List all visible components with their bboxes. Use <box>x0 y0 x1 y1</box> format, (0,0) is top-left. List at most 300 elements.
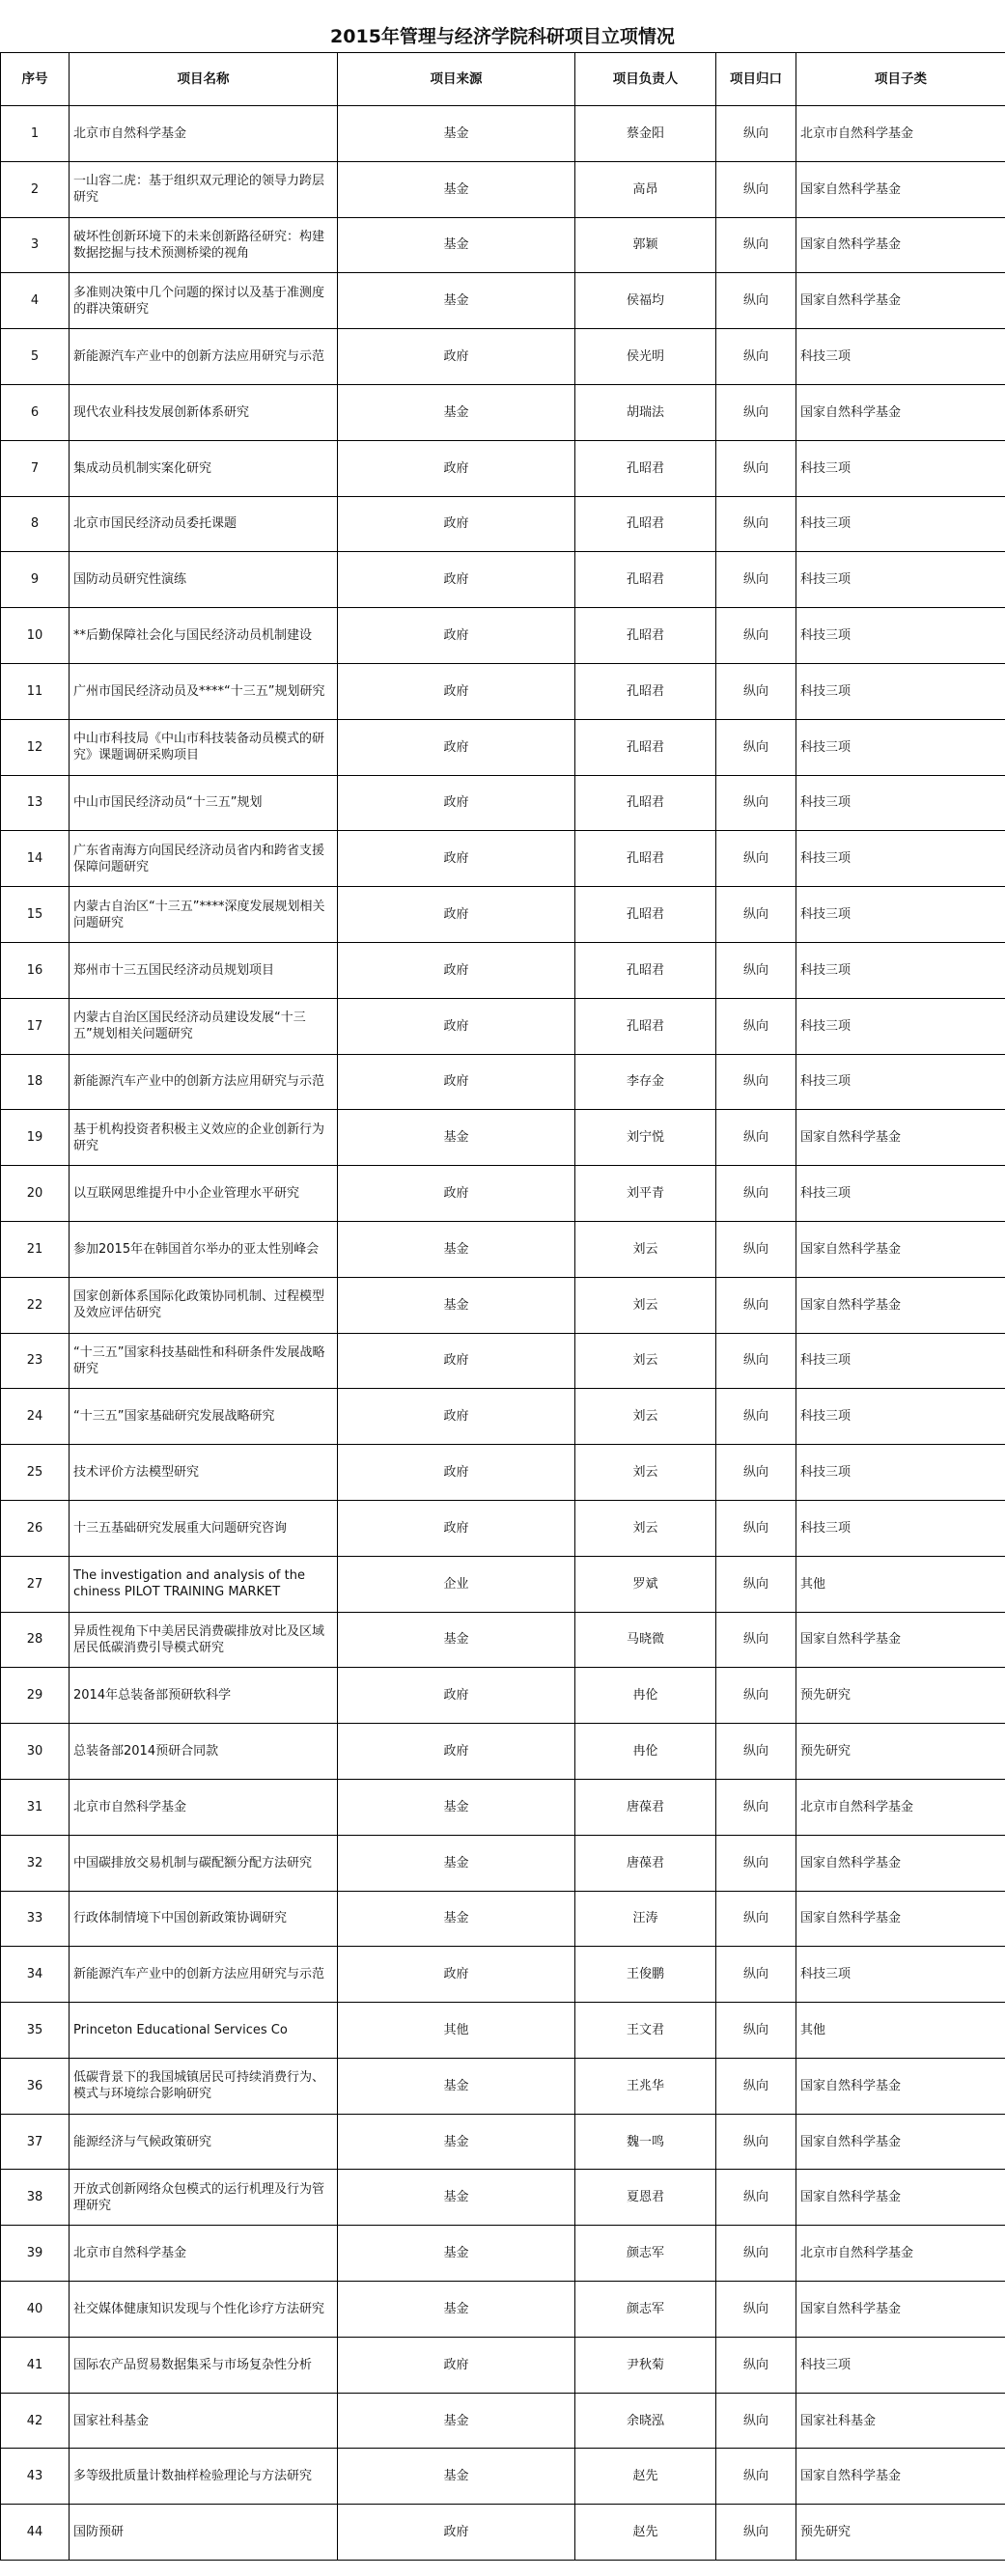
cell-project-category: 纵向 <box>716 998 796 1054</box>
cell-project-leader: 胡瑞法 <box>575 384 716 440</box>
header-project-source: 项目来源 <box>338 53 575 106</box>
cell-project-name: 内蒙古自治区国民经济动员建设发展“十三五”规划相关问题研究 <box>70 998 338 1054</box>
cell-index: 39 <box>1 2226 70 2282</box>
cell-project-source: 政府 <box>338 831 575 887</box>
table-row <box>1 552 1005 608</box>
cell-project-source: 基金 <box>338 1835 575 1891</box>
cell-project-name: 国际农产品贸易数据集采与市场复杂性分析 <box>70 2337 338 2393</box>
cell-project-leader: 唐葆君 <box>575 1835 716 1891</box>
cell-project-source: 政府 <box>338 1445 575 1501</box>
table-row <box>1 1612 1005 1668</box>
cell-project-category: 纵向 <box>716 663 796 719</box>
cell-project-source: 基金 <box>338 1779 575 1835</box>
cell-project-source: 基金 <box>338 2226 575 2282</box>
cell-project-leader: 孔昭君 <box>575 942 716 998</box>
cell-project-leader: 孔昭君 <box>575 552 716 608</box>
cell-project-category: 纵向 <box>716 2114 796 2170</box>
cell-index: 27 <box>1 1556 70 1612</box>
cell-index: 40 <box>1 2282 70 2338</box>
cell-project-leader: 罗斌 <box>575 1556 716 1612</box>
cell-project-subcategory: 科技三项 <box>796 663 1005 719</box>
cell-project-source: 基金 <box>338 106 575 162</box>
cell-project-leader: 冉伦 <box>575 1724 716 1780</box>
cell-project-leader: 孔昭君 <box>575 831 716 887</box>
sheet-title: 2015年管理与经济学院科研项目立项情况 <box>330 26 675 47</box>
cell-project-name: 异质性视角下中美居民消费碳排放对比及区域居民低碳消费引导模式研究 <box>70 1612 338 1668</box>
cell-index: 28 <box>1 1612 70 1668</box>
table-row <box>1 2003 1005 2059</box>
cell-project-category: 纵向 <box>716 440 796 496</box>
cell-index: 32 <box>1 1835 70 1891</box>
cell-project-name: 技术评价方法模型研究 <box>70 1445 338 1501</box>
cell-project-subcategory: 科技三项 <box>796 1054 1005 1110</box>
table-row <box>1 1445 1005 1501</box>
cell-project-name: “十三五”国家科技基础性和科研条件发展战略研究 <box>70 1333 338 1389</box>
cell-index: 17 <box>1 998 70 1054</box>
cell-index: 26 <box>1 1500 70 1556</box>
cell-project-category: 纵向 <box>716 1724 796 1780</box>
cell-project-leader: 孔昭君 <box>575 998 716 1054</box>
cell-project-category: 纵向 <box>716 2505 796 2561</box>
cell-project-name: 新能源汽车产业中的创新方法应用研究与示范 <box>70 1947 338 2003</box>
cell-project-leader: 孔昭君 <box>575 608 716 664</box>
cell-project-leader: 马晓微 <box>575 1612 716 1668</box>
table-row <box>1 161 1005 217</box>
cell-project-leader: 尹秋菊 <box>575 2337 716 2393</box>
cell-project-category: 纵向 <box>716 1779 796 1835</box>
header-project-category: 项目归口 <box>716 53 796 106</box>
cell-project-leader: 孔昭君 <box>575 496 716 552</box>
cell-project-name: 国防动员研究性演练 <box>70 552 338 608</box>
cell-project-subcategory: 科技三项 <box>796 440 1005 496</box>
table-row <box>1 1891 1005 1947</box>
cell-project-leader: 汪涛 <box>575 1891 716 1947</box>
cell-index: 21 <box>1 1221 70 1277</box>
cell-index: 23 <box>1 1333 70 1389</box>
table-row <box>1 1835 1005 1891</box>
cell-project-leader: 颜志军 <box>575 2226 716 2282</box>
cell-index: 3 <box>1 217 70 273</box>
cell-project-subcategory: 科技三项 <box>796 496 1005 552</box>
cell-project-subcategory: 国家自然科学基金 <box>796 1612 1005 1668</box>
cell-project-source: 基金 <box>338 2393 575 2449</box>
cell-index: 42 <box>1 2393 70 2449</box>
table-row <box>1 2337 1005 2393</box>
cell-project-name: 破坏性创新环境下的未来创新路径研究：构建数据挖掘与技术预测桥梁的视角 <box>70 217 338 273</box>
cell-project-source: 基金 <box>338 2449 575 2505</box>
cell-project-source: 政府 <box>338 719 575 775</box>
cell-project-name: “十三五”国家基础研究发展战略研究 <box>70 1389 338 1445</box>
cell-index: 7 <box>1 440 70 496</box>
cell-project-leader: 孔昭君 <box>575 719 716 775</box>
header-project-subcategory: 项目子类 <box>796 53 1005 106</box>
table-row <box>1 998 1005 1054</box>
cell-project-name: 开放式创新网络众包模式的运行机理及行为管理研究 <box>70 2170 338 2226</box>
cell-project-name: 新能源汽车产业中的创新方法应用研究与示范 <box>70 1054 338 1110</box>
table-row <box>1 1054 1005 1110</box>
table-row <box>1 2449 1005 2505</box>
cell-project-leader: 侯福均 <box>575 273 716 329</box>
table-row <box>1 1110 1005 1166</box>
cell-index: 35 <box>1 2003 70 2059</box>
cell-project-source: 政府 <box>338 942 575 998</box>
cell-project-subcategory: 科技三项 <box>796 2337 1005 2393</box>
table-row <box>1 1556 1005 1612</box>
cell-project-category: 纵向 <box>716 831 796 887</box>
cell-project-name: 中山市科技局《中山市科技装备动员模式的研究》课题调研采购项目 <box>70 719 338 775</box>
table-row <box>1 1947 1005 2003</box>
cell-project-subcategory: 科技三项 <box>796 608 1005 664</box>
table-row <box>1 496 1005 552</box>
cell-project-name: 低碳背景下的我国城镇居民可持续消费行为、模式与环境综合影响研究 <box>70 2058 338 2114</box>
cell-project-category: 纵向 <box>716 942 796 998</box>
cell-project-name: 北京市自然科学基金 <box>70 2226 338 2282</box>
table-row <box>1 2505 1005 2561</box>
cell-project-category: 纵向 <box>716 1668 796 1724</box>
cell-project-source: 政府 <box>338 2505 575 2561</box>
cell-project-category: 纵向 <box>716 1835 796 1891</box>
cell-project-name: 国防预研 <box>70 2505 338 2561</box>
cell-project-category: 纵向 <box>716 1221 796 1277</box>
cell-project-subcategory: 国家自然科学基金 <box>796 2282 1005 2338</box>
cell-project-category: 纵向 <box>716 329 796 385</box>
table-row <box>1 384 1005 440</box>
table-row <box>1 1668 1005 1724</box>
cell-project-subcategory: 北京市自然科学基金 <box>796 2226 1005 2282</box>
cell-project-source: 政府 <box>338 775 575 831</box>
table-row <box>1 273 1005 329</box>
table-row <box>1 1779 1005 1835</box>
cell-project-leader: 孔昭君 <box>575 440 716 496</box>
cell-index: 25 <box>1 1445 70 1501</box>
cell-project-leader: 冉伦 <box>575 1668 716 1724</box>
cell-project-source: 基金 <box>338 1891 575 1947</box>
cell-index: 41 <box>1 2337 70 2393</box>
table-row <box>1 663 1005 719</box>
cell-index: 15 <box>1 887 70 943</box>
cell-project-subcategory: 国家自然科学基金 <box>796 217 1005 273</box>
cell-project-source: 企业 <box>338 1556 575 1612</box>
cell-project-subcategory: 科技三项 <box>796 887 1005 943</box>
cell-project-leader: 刘云 <box>575 1221 716 1277</box>
cell-project-name: 郑州市十三五国民经济动员规划项目 <box>70 942 338 998</box>
cell-index: 1 <box>1 106 70 162</box>
cell-project-subcategory: 科技三项 <box>796 1500 1005 1556</box>
cell-project-leader: 孔昭君 <box>575 887 716 943</box>
cell-project-subcategory: 科技三项 <box>796 719 1005 775</box>
cell-project-subcategory: 科技三项 <box>796 552 1005 608</box>
cell-project-subcategory: 国家自然科学基金 <box>796 2449 1005 2505</box>
cell-project-source: 其他 <box>338 2003 575 2059</box>
cell-project-source: 基金 <box>338 1110 575 1166</box>
cell-project-leader: 刘云 <box>575 1389 716 1445</box>
cell-index: 13 <box>1 775 70 831</box>
cell-project-subcategory: 国家自然科学基金 <box>796 273 1005 329</box>
table-row <box>1 1500 1005 1556</box>
table-row <box>1 329 1005 385</box>
cell-project-subcategory: 国家自然科学基金 <box>796 1110 1005 1166</box>
cell-project-leader: 赵先 <box>575 2505 716 2561</box>
cell-project-leader: 余晓泓 <box>575 2393 716 2449</box>
cell-index: 12 <box>1 719 70 775</box>
cell-project-source: 基金 <box>338 273 575 329</box>
cell-project-category: 纵向 <box>716 1110 796 1166</box>
cell-project-subcategory: 北京市自然科学基金 <box>796 1779 1005 1835</box>
cell-project-subcategory: 预先研究 <box>796 1668 1005 1724</box>
cell-project-leader: 夏恩君 <box>575 2170 716 2226</box>
table-row <box>1 887 1005 943</box>
cell-project-name: 多准则决策中几个问题的探讨以及基于准测度的群决策研究 <box>70 273 338 329</box>
table-row <box>1 775 1005 831</box>
cell-project-subcategory: 国家自然科学基金 <box>796 1891 1005 1947</box>
cell-project-subcategory: 科技三项 <box>796 329 1005 385</box>
cell-index: 24 <box>1 1389 70 1445</box>
cell-project-source: 政府 <box>338 663 575 719</box>
cell-project-category: 纵向 <box>716 1277 796 1333</box>
cell-project-name: 广东省南海方向国民经济动员省内和跨省支援保障问题研究 <box>70 831 338 887</box>
cell-project-subcategory: 科技三项 <box>796 1333 1005 1389</box>
table-row <box>1 2226 1005 2282</box>
cell-project-name: 能源经济与气候政策研究 <box>70 2114 338 2170</box>
cell-project-leader: 王兆华 <box>575 2058 716 2114</box>
cell-project-category: 纵向 <box>716 2058 796 2114</box>
cell-project-name: 多等级批质量计数抽样检验理论与方法研究 <box>70 2449 338 2505</box>
cell-project-leader: 刘平青 <box>575 1166 716 1222</box>
cell-index: 9 <box>1 552 70 608</box>
table-row <box>1 2114 1005 2170</box>
cell-project-category: 纵向 <box>716 1500 796 1556</box>
cell-project-leader: 魏一鸣 <box>575 2114 716 2170</box>
cell-project-leader: 刘云 <box>575 1333 716 1389</box>
cell-project-source: 基金 <box>338 384 575 440</box>
cell-project-subcategory: 国家自然科学基金 <box>796 1835 1005 1891</box>
cell-index: 33 <box>1 1891 70 1947</box>
cell-project-name: 一山容二虎：基于组织双元理论的领导力跨层研究 <box>70 161 338 217</box>
cell-project-source: 政府 <box>338 887 575 943</box>
cell-project-name: 国家创新体系国际化政策协同机制、过程模型及效应评估研究 <box>70 1277 338 1333</box>
cell-project-name: 新能源汽车产业中的创新方法应用研究与示范 <box>70 329 338 385</box>
header-index: 序号 <box>1 53 70 106</box>
cell-project-name: 中国碳排放交易机制与碳配额分配方法研究 <box>70 1835 338 1891</box>
cell-project-leader: 王俊鹏 <box>575 1947 716 2003</box>
cell-project-category: 纵向 <box>716 608 796 664</box>
table-row <box>1 217 1005 273</box>
cell-project-leader: 刘云 <box>575 1500 716 1556</box>
table-row <box>1 1724 1005 1780</box>
cell-project-subcategory: 科技三项 <box>796 1389 1005 1445</box>
cell-project-source: 政府 <box>338 2337 575 2393</box>
header-row <box>1 53 1005 106</box>
cell-project-subcategory: 预先研究 <box>796 1724 1005 1780</box>
cell-project-source: 政府 <box>338 1724 575 1780</box>
cell-project-category: 纵向 <box>716 2449 796 2505</box>
cell-index: 37 <box>1 2114 70 2170</box>
cell-project-source: 基金 <box>338 217 575 273</box>
cell-project-leader: 郭颖 <box>575 217 716 273</box>
cell-project-leader: 孔昭君 <box>575 775 716 831</box>
cell-project-name: 北京市国民经济动员委托课题 <box>70 496 338 552</box>
cell-project-source: 基金 <box>338 2282 575 2338</box>
cell-project-leader: 赵先 <box>575 2449 716 2505</box>
cell-index: 30 <box>1 1724 70 1780</box>
cell-index: 5 <box>1 329 70 385</box>
table-body <box>1 106 1005 2561</box>
cell-project-subcategory: 国家自然科学基金 <box>796 1277 1005 1333</box>
table-row <box>1 440 1005 496</box>
cell-project-leader: 孔昭君 <box>575 663 716 719</box>
cell-project-subcategory: 科技三项 <box>796 1947 1005 2003</box>
table-row <box>1 2282 1005 2338</box>
table-row <box>1 608 1005 664</box>
cell-project-subcategory: 预先研究 <box>796 2505 1005 2561</box>
cell-index: 19 <box>1 1110 70 1166</box>
table-row <box>1 719 1005 775</box>
table-row <box>1 2393 1005 2449</box>
cell-project-category: 纵向 <box>716 887 796 943</box>
cell-index: 8 <box>1 496 70 552</box>
cell-project-name: 国家社科基金 <box>70 2393 338 2449</box>
cell-project-name: 集成动员机制实案化研究 <box>70 440 338 496</box>
cell-project-category: 纵向 <box>716 2226 796 2282</box>
cell-project-name: 现代农业科技发展创新体系研究 <box>70 384 338 440</box>
cell-index: 29 <box>1 1668 70 1724</box>
cell-project-name: 以互联网思维提升中小企业管理水平研究 <box>70 1166 338 1222</box>
cell-index: 36 <box>1 2058 70 2114</box>
cell-index: 11 <box>1 663 70 719</box>
cell-index: 16 <box>1 942 70 998</box>
cell-project-source: 基金 <box>338 161 575 217</box>
cell-index: 34 <box>1 1947 70 2003</box>
cell-project-leader: 蔡金阳 <box>575 106 716 162</box>
cell-project-category: 纵向 <box>716 161 796 217</box>
cell-project-source: 政府 <box>338 440 575 496</box>
cell-project-leader: 侯光明 <box>575 329 716 385</box>
cell-project-name: 内蒙古自治区“十三五”****深度发展规划相关问题研究 <box>70 887 338 943</box>
cell-project-category: 纵向 <box>716 217 796 273</box>
cell-project-category: 纵向 <box>716 384 796 440</box>
cell-project-source: 基金 <box>338 2114 575 2170</box>
cell-index: 38 <box>1 2170 70 2226</box>
cell-index: 14 <box>1 831 70 887</box>
cell-project-name: 社交媒体健康知识发现与个性化诊疗方法研究 <box>70 2282 338 2338</box>
cell-project-subcategory: 国家自然科学基金 <box>796 2170 1005 2226</box>
cell-project-category: 纵向 <box>716 552 796 608</box>
table-row <box>1 1221 1005 1277</box>
cell-project-category: 纵向 <box>716 496 796 552</box>
cell-project-category: 纵向 <box>716 2393 796 2449</box>
cell-project-leader: 刘宁悦 <box>575 1110 716 1166</box>
cell-project-category: 纵向 <box>716 1891 796 1947</box>
cell-project-subcategory: 科技三项 <box>796 1166 1005 1222</box>
header-project-leader: 项目负责人 <box>575 53 716 106</box>
cell-project-source: 政府 <box>338 998 575 1054</box>
cell-project-name: **后勤保障社会化与国民经济动员机制建设 <box>70 608 338 664</box>
table-row <box>1 106 1005 162</box>
cell-project-category: 纵向 <box>716 273 796 329</box>
cell-index: 10 <box>1 608 70 664</box>
cell-project-category: 纵向 <box>716 2282 796 2338</box>
cell-project-category: 纵向 <box>716 775 796 831</box>
cell-index: 4 <box>1 273 70 329</box>
cell-project-name: 北京市自然科学基金 <box>70 1779 338 1835</box>
cell-project-subcategory: 国家自然科学基金 <box>796 2058 1005 2114</box>
cell-project-leader: 高昂 <box>575 161 716 217</box>
table-row <box>1 2170 1005 2226</box>
cell-project-source: 政府 <box>338 496 575 552</box>
header-project-name: 项目名称 <box>70 53 338 106</box>
cell-project-category: 纵向 <box>716 1445 796 1501</box>
cell-project-leader: 王文君 <box>575 2003 716 2059</box>
cell-project-source: 政府 <box>338 552 575 608</box>
cell-project-category: 纵向 <box>716 2003 796 2059</box>
table-row <box>1 1389 1005 1445</box>
cell-project-subcategory: 国家自然科学基金 <box>796 384 1005 440</box>
cell-index: 6 <box>1 384 70 440</box>
cell-index: 31 <box>1 1779 70 1835</box>
cell-project-name: 中山市国民经济动员“十三五”规划 <box>70 775 338 831</box>
table-row <box>1 1166 1005 1222</box>
cell-project-category: 纵向 <box>716 719 796 775</box>
table-row <box>1 942 1005 998</box>
cell-project-name: 行政体制情境下中国创新政策协调研究 <box>70 1891 338 1947</box>
table-row <box>1 2058 1005 2114</box>
cell-project-subcategory: 科技三项 <box>796 831 1005 887</box>
cell-project-category: 纵向 <box>716 2170 796 2226</box>
cell-project-source: 政府 <box>338 1054 575 1110</box>
cell-project-source: 政府 <box>338 1947 575 2003</box>
cell-index: 43 <box>1 2449 70 2505</box>
cell-project-subcategory: 国家自然科学基金 <box>796 1221 1005 1277</box>
cell-project-subcategory: 其他 <box>796 2003 1005 2059</box>
cell-index: 44 <box>1 2505 70 2561</box>
cell-index: 22 <box>1 1277 70 1333</box>
cell-project-subcategory: 国家自然科学基金 <box>796 2114 1005 2170</box>
cell-project-source: 政府 <box>338 1668 575 1724</box>
cell-project-subcategory: 北京市自然科学基金 <box>796 106 1005 162</box>
cell-project-subcategory: 科技三项 <box>796 1445 1005 1501</box>
cell-project-source: 政府 <box>338 1500 575 1556</box>
projects-table <box>0 52 1005 2561</box>
table-row <box>1 1333 1005 1389</box>
cell-project-category: 纵向 <box>716 106 796 162</box>
cell-index: 18 <box>1 1054 70 1110</box>
cell-project-subcategory: 其他 <box>796 1556 1005 1612</box>
cell-project-name: 总装备部2014预研合同款 <box>70 1724 338 1780</box>
cell-project-leader: 颜志军 <box>575 2282 716 2338</box>
cell-project-name: Princeton Educational Services Co <box>70 2003 338 2059</box>
cell-project-leader: 李存金 <box>575 1054 716 1110</box>
cell-project-source: 政府 <box>338 1333 575 1389</box>
cell-project-name: 参加2015年在韩国首尔举办的亚太性别峰会 <box>70 1221 338 1277</box>
cell-project-leader: 刘云 <box>575 1277 716 1333</box>
cell-project-source: 基金 <box>338 1612 575 1668</box>
cell-project-source: 政府 <box>338 329 575 385</box>
cell-project-name: 广州市国民经济动员及****“十三五”规划研究 <box>70 663 338 719</box>
cell-project-category: 纵向 <box>716 2337 796 2393</box>
cell-project-subcategory: 国家自然科学基金 <box>796 161 1005 217</box>
cell-index: 2 <box>1 161 70 217</box>
cell-project-category: 纵向 <box>716 1389 796 1445</box>
cell-project-category: 纵向 <box>716 1054 796 1110</box>
cell-project-subcategory: 科技三项 <box>796 998 1005 1054</box>
cell-project-name: 北京市自然科学基金 <box>70 106 338 162</box>
cell-project-category: 纵向 <box>716 1947 796 2003</box>
cell-project-category: 纵向 <box>716 1333 796 1389</box>
cell-index: 20 <box>1 1166 70 1222</box>
cell-project-leader: 唐葆君 <box>575 1779 716 1835</box>
cell-project-source: 基金 <box>338 2170 575 2226</box>
cell-project-category: 纵向 <box>716 1612 796 1668</box>
